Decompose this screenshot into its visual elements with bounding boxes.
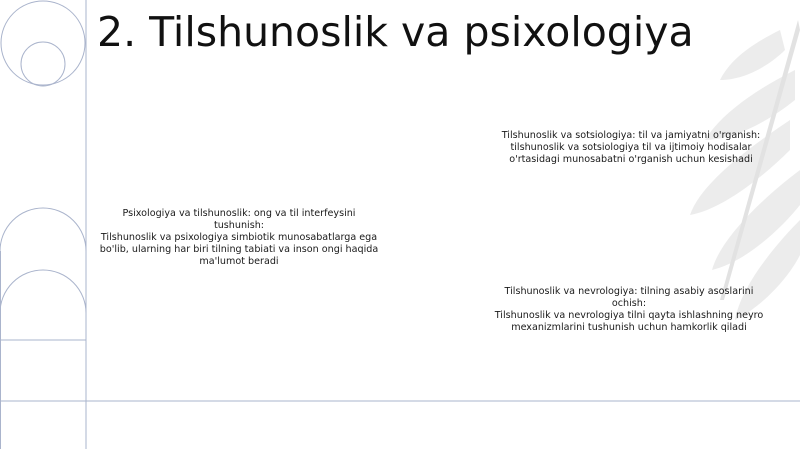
sociology-block: [498, 130, 764, 166]
psychology-body: Tilshunoslik va psixologiya simbiotik munosabatlarga ega bo'lib, ularning har biri tilning tabiati va inson ongi haqida ma'lumot beradi: [99, 232, 379, 267]
top-small-circle: [21, 42, 65, 86]
psychology-block: [98, 208, 380, 268]
slide-title: 2. Tilshunoslik va psixologiya: [97, 8, 694, 56]
neurology-body: Tilshunoslik va nevrologiya tilni qayta ishlashning neyro mexanizmlarini tushunish uchun hamkorlik qiladi: [494, 310, 764, 333]
upper-arch: [0, 208, 86, 251]
sociology-heading: Tilshunoslik va sotsiologiya: til va jamiyatni o'rganish:: [501, 130, 761, 141]
top-large-circle: [1, 1, 85, 85]
leaf-watermark: [690, 20, 800, 320]
sociology-body: tilshunoslik va sotsiologiya til va ijtimoiy hodisalar o'rtasidagi munosabatni o'rganish uchun kesishadi: [509, 142, 753, 165]
psychology-heading: Psixologiya va tilshunoslik: ong va til interfeysini tushunish:: [122, 208, 356, 231]
lower-arch: [0, 270, 86, 313]
neurology-block: [486, 286, 772, 334]
neurology-heading: Tilshunoslik va nevrologiya: tilning asabiy asoslarini ochish:: [504, 286, 754, 309]
